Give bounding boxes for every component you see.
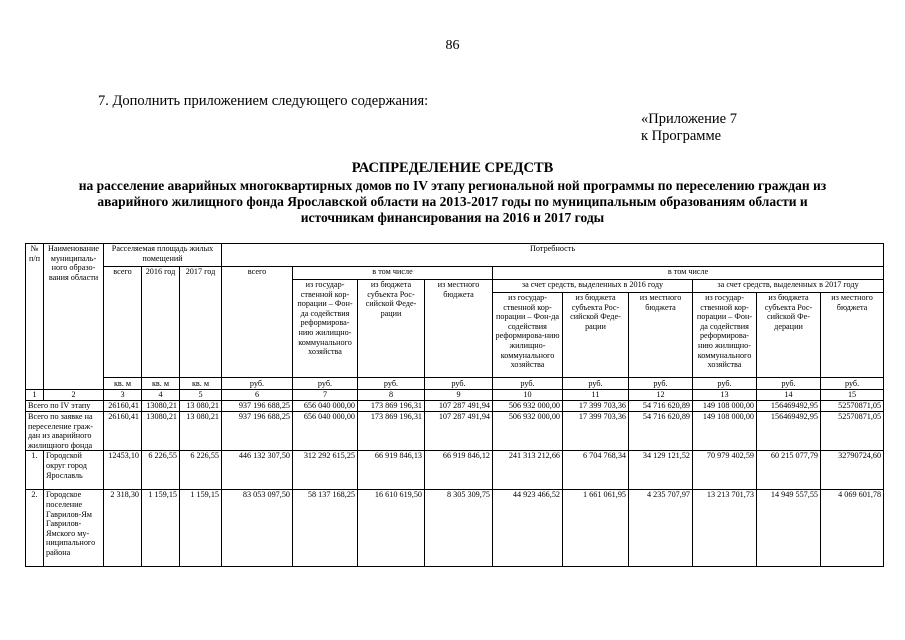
cell-value: 66 919 846,13 [358, 451, 425, 490]
column-number: 1 [26, 390, 44, 401]
unit-cell: руб. [629, 378, 693, 390]
column-number: 4 [142, 390, 180, 401]
column-number: 8 [358, 390, 425, 401]
instruction-text: 7. Дополнить приложением следующего содержания: [98, 93, 429, 109]
cell-value: 26160,41 [104, 412, 142, 451]
cell-value: 26160,41 [104, 401, 142, 412]
cell-value: 12453,10 [104, 451, 142, 490]
cell-value: 6 226,55 [142, 451, 180, 490]
cell-value: 52570871,05 [821, 401, 884, 412]
cell-value: 13 213 701,73 [693, 490, 757, 567]
cell-value: 241 313 212,66 [493, 451, 563, 490]
header-row-2 [26, 267, 884, 280]
cell-value: 17 399 703,36 [563, 401, 629, 412]
column-number: 10 [493, 390, 563, 401]
cell-value: 156469492,95 [757, 412, 821, 451]
header-incl: в том числе [293, 267, 493, 280]
unit-cell: руб. [821, 378, 884, 390]
cell-value: 32790724,60 [821, 451, 884, 490]
header-region-2017: из бюджета субъекта Рос-сийской Фе-дерации [757, 293, 821, 378]
header-corp: из государ-ственной кор-порации – Фон-да содействия реформирова-нию жилищно-коммунального хозяйства [293, 280, 358, 378]
header-num: № п/п [26, 244, 44, 390]
unit-cell: руб. [757, 378, 821, 390]
row-municipality: Городской округ город Ярославль [44, 451, 104, 490]
appendix-line-1: «Приложение 7 [641, 111, 737, 127]
cell-value: 70 979 402,59 [693, 451, 757, 490]
unit-cell: руб. [493, 378, 563, 390]
page-number: 86 [445, 38, 460, 53]
header-area-group: Расселяемая площадь жилых помещений [104, 244, 222, 267]
unit-cell: руб. [222, 378, 293, 390]
header-local: из местного бюджета [425, 280, 493, 378]
cell-value: 6 704 768,34 [563, 451, 629, 490]
cell-value: 4 235 707,97 [629, 490, 693, 567]
column-number: 6 [222, 390, 293, 401]
units-row [26, 378, 884, 390]
cell-value: 13 080,21 [180, 412, 222, 451]
header-area-2016: 2016 год [142, 267, 180, 378]
header-local-2016: из местного бюджета [629, 293, 693, 378]
header-municipality: Наименование муниципаль-ного образо-вания области [44, 244, 104, 390]
header-corp-2017: из государ-ственной кор-порации – Фон-да содействия реформирова-нию жилищно-коммунального хозяйства [693, 293, 757, 378]
row-number: 2. [26, 490, 44, 567]
cell-value: 13080,21 [142, 412, 180, 451]
cell-value: 83 053 097,50 [222, 490, 293, 567]
cell-value: 52570871,05 [821, 412, 884, 451]
header-corp-2016: из государ-ственной кор-порации – Фон-да содействия реформирова-нию жилищно-коммунального хозяйства [493, 293, 563, 378]
cell-value: 107 287 491,94 [425, 412, 493, 451]
cell-value: 44 923 466,52 [493, 490, 563, 567]
cell-value: 506 932 000,00 [493, 401, 563, 412]
table-row [26, 451, 884, 490]
cell-value: 66 919 846,12 [425, 451, 493, 490]
cell-value: 13080,21 [142, 401, 180, 412]
cell-value: 156469492,95 [757, 401, 821, 412]
cell-value: 937 196 688,25 [222, 401, 293, 412]
header-need: Потребность [222, 244, 884, 267]
cell-value: 149 108 000,00 [693, 401, 757, 412]
header-incl-2: в том числе [493, 267, 884, 280]
unit-cell: руб. [693, 378, 757, 390]
unit-cell: руб. [563, 378, 629, 390]
cell-value: 506 932 000,00 [493, 412, 563, 451]
header-region: из бюджета субъекта Рос-сийской Феде-рации [358, 280, 425, 378]
cell-value: 17 399 703,36 [563, 412, 629, 451]
unit-cell: кв. м [180, 378, 222, 390]
document-title: РАСПРЕДЕЛЕНИЕ СРЕДСТВ [351, 160, 554, 176]
column-number: 9 [425, 390, 493, 401]
cell-value: 1 661 061,95 [563, 490, 629, 567]
column-number-row [26, 390, 884, 401]
row-label: Всего по IV этапу [26, 401, 104, 412]
cell-value: 937 196 688,25 [222, 412, 293, 451]
row-number: 1. [26, 451, 44, 490]
header-row-1 [26, 244, 884, 267]
column-number: 2 [44, 390, 104, 401]
cell-value: 446 132 307,50 [222, 451, 293, 490]
table-row [26, 490, 884, 567]
table-row [26, 412, 884, 451]
cell-value: 107 287 491,94 [425, 401, 493, 412]
cell-value: 6 226,55 [180, 451, 222, 490]
unit-cell: кв. м [142, 378, 180, 390]
cell-value: 656 040 000,00 [293, 401, 358, 412]
cell-value: 4 069 601,78 [821, 490, 884, 567]
cell-value: 173 869 196,31 [358, 401, 425, 412]
cell-value: 149 108 000,00 [693, 412, 757, 451]
column-number: 11 [563, 390, 629, 401]
column-number: 3 [104, 390, 142, 401]
cell-value: 2 318,30 [104, 490, 142, 567]
column-number: 5 [180, 390, 222, 401]
column-number: 14 [757, 390, 821, 401]
cell-value: 54 716 620,89 [629, 401, 693, 412]
distribution-table [25, 243, 884, 567]
cell-value: 34 129 121,52 [629, 451, 693, 490]
document-subtitle: на расселение аварийных многоквартирных домов по IV этапу региональной ной программы по переселению граждан из аварийного жилищного фонда Ярославской области на 2013-2017 годы по муниципальным образованиям области и источникам финансирования на 2016 и 2017 годы [78, 178, 827, 225]
cell-value: 312 292 615,25 [293, 451, 358, 490]
header-area-2017: 2017 год [180, 267, 222, 378]
header-year-2016: за счет средств, выделенных в 2016 году [493, 280, 693, 293]
column-number: 15 [821, 390, 884, 401]
cell-value: 14 949 557,55 [757, 490, 821, 567]
cell-value: 1 159,15 [142, 490, 180, 567]
row-municipality: Городское поселение Гаврилов-Ям Гаврилов-Ямского му-ниципального района [44, 490, 104, 567]
cell-value: 656 040 000,00 [293, 412, 358, 451]
cell-value: 60 215 077,79 [757, 451, 821, 490]
cell-value: 58 137 168,25 [293, 490, 358, 567]
unit-cell: руб. [293, 378, 358, 390]
cell-value: 173 869 196,31 [358, 412, 425, 451]
appendix-line-2: к Программе [641, 128, 722, 144]
unit-cell: руб. [358, 378, 425, 390]
header-local-2017: из местного бюджета [821, 293, 884, 378]
header-area-total: всего [104, 267, 142, 378]
row-label: Всего по заявке на переселение граж-дан из аварийного жилищного фонда [26, 412, 104, 451]
header-region-2016: из бюджета субъекта Рос-сийской Феде-рации [563, 293, 629, 378]
column-number: 12 [629, 390, 693, 401]
cell-value: 1 159,15 [180, 490, 222, 567]
cell-value: 16 610 619,50 [358, 490, 425, 567]
appendix-label [641, 111, 737, 145]
unit-cell: кв. м [104, 378, 142, 390]
cell-value: 8 305 309,75 [425, 490, 493, 567]
header-year-2017: за счет средств, выделенных в 2017 году [693, 280, 884, 293]
cell-value: 54 716 620,89 [629, 412, 693, 451]
unit-cell: руб. [425, 378, 493, 390]
cell-value: 13 080,21 [180, 401, 222, 412]
table-row [26, 401, 884, 412]
column-number: 13 [693, 390, 757, 401]
header-total: всего [222, 267, 293, 378]
column-number: 7 [293, 390, 358, 401]
